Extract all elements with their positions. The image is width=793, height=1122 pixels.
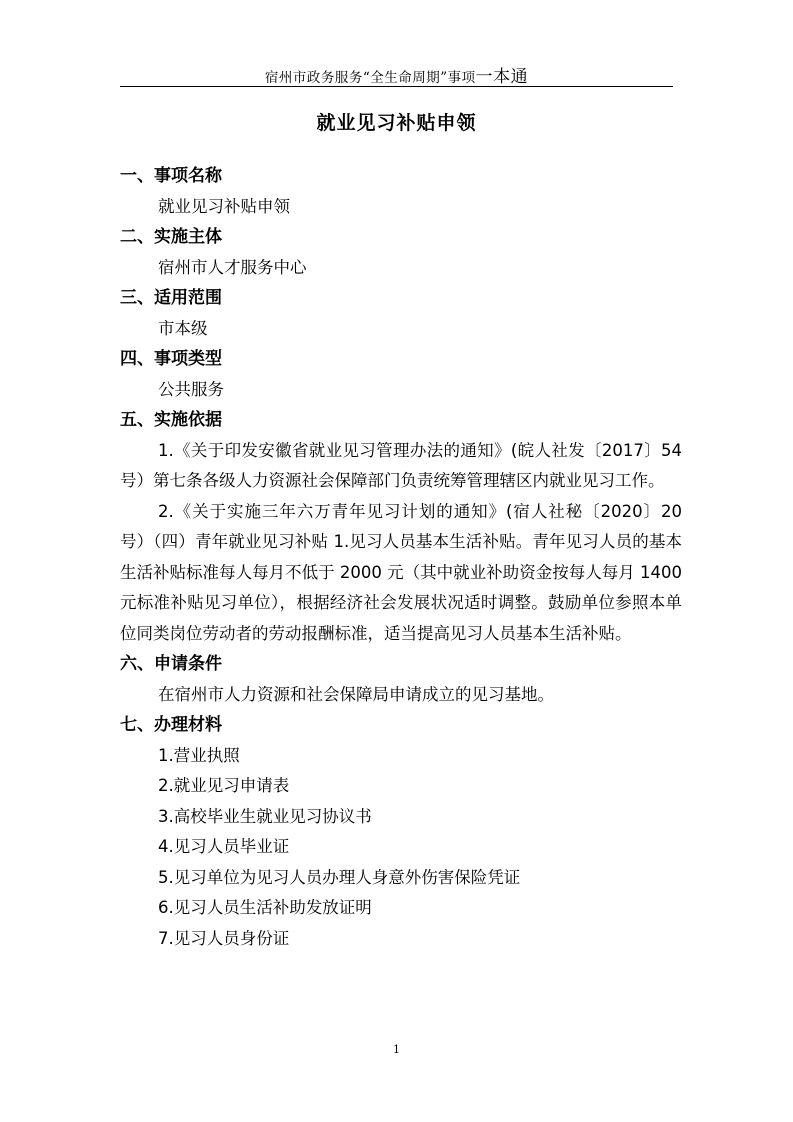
basis-paragraph-2: 2.《关于实施三年六万青年见习计划的通知》(宿人社秘〔2020〕20 号）（四）青年就业见习补贴 1.见习人员基本生活补贴。青年见习人员的基本生活补贴标准每人每月不低于 2000 元（其中就业补助资金按每人每月 1400 元标准补贴见习单位），根据经济社会发展状况适时调整。鼓励单位参照本单位同类岗位劳动者的劳动报酬标准，适当提高见习人员基本生活补贴。 [120, 501, 682, 643]
header-tail: 一本通 [475, 67, 529, 87]
scope-value: 市本级 [158, 318, 208, 338]
header-text: 宿州市政务服务“全生命周期”事项 [264, 70, 476, 86]
section-heading-basis: 五、实施依据 [120, 410, 222, 430]
conditions-value: 在宿州市人力资源和社会保障局申请成立的见习基地。 [158, 684, 554, 704]
section-heading-implementer: 二、实施主体 [120, 227, 222, 247]
section-heading-item-name: 一、事项名称 [120, 166, 222, 186]
document-body [120, 161, 682, 954]
material-item: 1.营业执照 [158, 745, 240, 765]
material-item: 3.高校毕业生就业见习协议书 [158, 806, 372, 826]
document-title: 就业见习补贴申领 [316, 112, 477, 134]
section-heading-materials: 七、办理材料 [120, 715, 222, 735]
material-item: 4.见习人员毕业证 [158, 837, 290, 856]
header-rule [120, 86, 673, 87]
basis-paragraph-1: 1.《关于印发安徽省就业见习管理办法的通知》(皖人社发〔2017〕54 号）第七条各级人力资源社会保障部门负责统筹管理辖区内就业见习工作。 [120, 440, 682, 490]
implementer-value: 宿州市人才服务中心 [158, 257, 307, 277]
section-heading-conditions: 六、申请条件 [120, 654, 222, 674]
material-item: 5.见习单位为见习人员办理人身意外伤害保险凭证 [158, 867, 521, 887]
section-heading-scope: 三、适用范围 [120, 288, 222, 308]
item-type-value: 公共服务 [158, 379, 224, 399]
page-number: 1 [393, 1043, 400, 1056]
section-heading-item-type: 四、事项类型 [120, 349, 222, 369]
material-item: 2.就业见习申请表 [158, 776, 290, 795]
material-item: 6.见习人员生活补助发放证明 [158, 898, 372, 917]
material-item: 7.见习人员身份证 [158, 928, 290, 948]
item-name-value: 就业见习补贴申领 [158, 196, 290, 216]
page-header [0, 62, 793, 87]
